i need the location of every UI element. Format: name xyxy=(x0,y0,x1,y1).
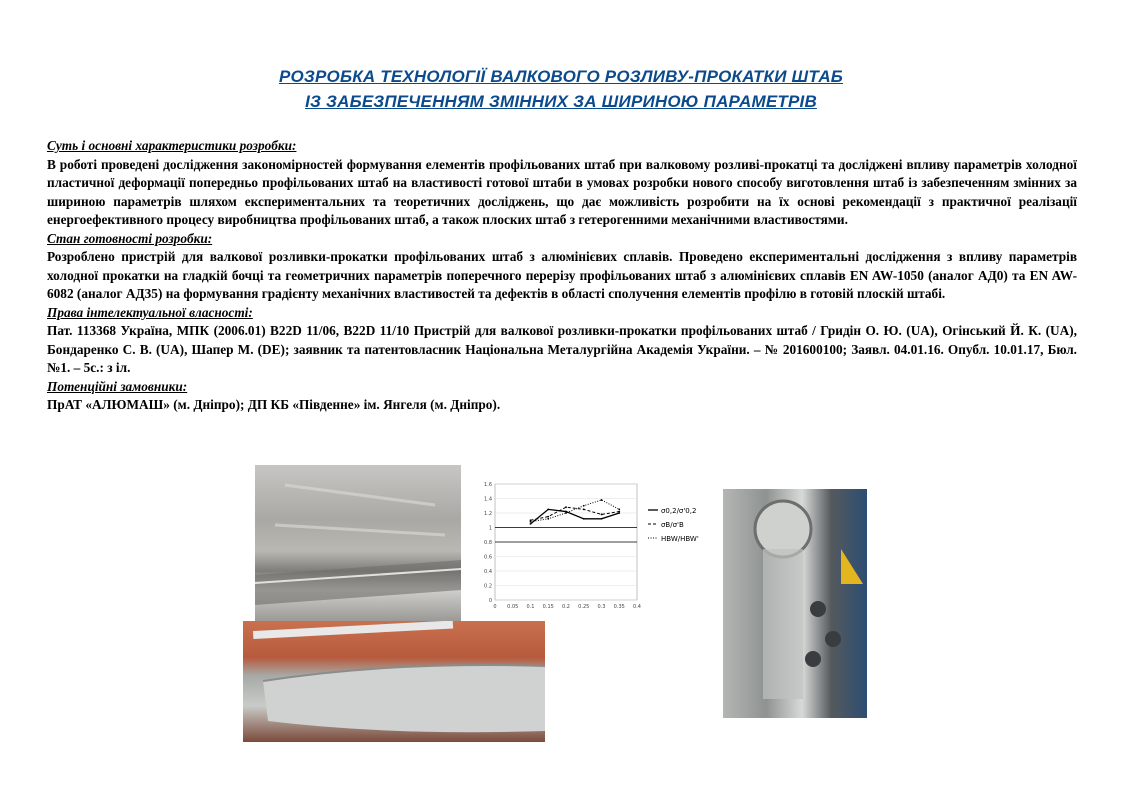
chart-xtick-label: 0 xyxy=(493,604,497,610)
chart-xtick-label: 0.15 xyxy=(542,604,554,610)
chart-xtick-label: 0.05 xyxy=(507,604,519,610)
chart-point xyxy=(618,511,620,513)
section-heading-readiness: Стан готовності розробки: xyxy=(47,230,213,246)
chart-legend-label: HBW/HBW' xyxy=(661,535,699,543)
section-heading-ip-rights: Права інтелектуальної власності: xyxy=(47,304,253,320)
chart-point xyxy=(601,499,603,501)
chart-ytick-label: 1.6 xyxy=(484,482,492,488)
chart-point xyxy=(547,508,549,510)
photo-flat-strip-with-ruler xyxy=(243,621,545,742)
chart-ytick-label: 1.2 xyxy=(484,511,492,517)
chart-point xyxy=(530,523,532,525)
photo-rolling-device xyxy=(723,489,867,718)
title-line-1: РОЗРОБКА ТЕХНОЛОГІЇ ВАЛКОВОГО РОЗЛИВУ-ПРОКАТКИ ШТАБ xyxy=(278,67,844,86)
chart-point xyxy=(565,506,567,508)
chart-point xyxy=(565,512,567,514)
chart-xtick-label: 0.25 xyxy=(578,604,590,610)
section-heading-customers: Потенційні замовники: xyxy=(47,378,188,394)
photo-profiled-strip-edge xyxy=(255,465,461,621)
chart-xtick-label: 0.2 xyxy=(562,604,570,610)
title-line-2: ІЗ ЗАБЕЗПЕЧЕННЯМ ЗМІННИХ ЗА ШИРИНОЮ ПАРАМЕТРІВ xyxy=(305,92,817,111)
chart-ytick-label: 0.8 xyxy=(484,540,492,546)
section-heading-essence: Суть і основні характеристики розробки: xyxy=(47,138,297,153)
chart-point xyxy=(618,508,620,510)
chart-ytick-label: 0.2 xyxy=(484,583,492,590)
chart-ytick-label: 0.4 xyxy=(484,569,492,575)
chart-point xyxy=(583,518,585,520)
chart-ytick-label: 0.6 xyxy=(484,554,492,561)
chart-point xyxy=(601,518,603,520)
chart-point xyxy=(530,521,532,523)
page-title xyxy=(0,64,1122,114)
document-body xyxy=(47,137,1077,415)
chart-xtick-label: 0.3 xyxy=(597,604,606,610)
chart-point xyxy=(547,518,549,520)
chart-point xyxy=(547,516,549,518)
properties-ratio-chart xyxy=(465,478,715,614)
chart-legend-label: σB/σ'B xyxy=(661,521,684,529)
chart-legend-label: σ0,2/σ'0,2 xyxy=(661,507,697,515)
section-body-customers: ПрАТ «АЛЮМАШ» (м. Дніпро); ДП КБ «Південне» ім. Янгеля (м. Дніпро). xyxy=(47,397,501,412)
chart-xtick-label: 0.1 xyxy=(526,604,535,610)
section-body-readiness: Розроблено пристрій для валкової розливки-прокатки профільованих штаб з алюмінієвих сплавів. Проведено експериментальні дослідження з впливу параметрів холодної прокатки на гладкій бочці та геометричних параметрів поперечного перерізу профільованих штаб з алюмінієвих сплавів EN AW-1050 (аналог АД0) та EN AW-6082 (аналог АД35) на формування градієнту механічних властивостей та дефектів в області сполучення елементів профілю в готовій плоскій штабі. xyxy=(47,249,1077,301)
chart-point xyxy=(583,508,585,510)
section-body-essence: В роботі проведені дослідження закономірностей формування елементів профільованих штаб при валковому розливі-прокатці та досліджені впливу параметрів холодної пластичної деформації попередньо профільованих штаб на властивості готової штаби в умовах розробки нового способу виготовлення штаб із забезпеченням змінних за шириною параметрів шляхом експериментальних та теоретичних досліджень, що дає можливість розробити на їх основі рекомендації з практичної реалізації енергоефективного процесу виробництва профільованих штаб, а також плоских штаб з гетерогенними механічними властивостями. xyxy=(47,156,1077,227)
chart-xtick-label: 0.4 xyxy=(633,604,641,610)
section-body-ip-rights: Пат. 113368 Україна, МПК (2006.01) B22D 11/06, B22D 11/10 Пристрій для валкової розливки-прокатки профільованих штаб / Гридін О. Ю. (UA), Огінський Й. К. (UA), Бондаренко С. В. (UA), Шапер М. (DE); заявник та патентовласник Національна Металургійна Академія України. – № 201600100; Заявл. 04.01.16. Опубл. 10.01.17, Бюл. №1. – 5с.: з іл. xyxy=(47,323,1077,375)
chart-point xyxy=(583,505,585,507)
chart-ytick-label: 0 xyxy=(488,598,492,604)
chart-point xyxy=(601,514,603,516)
chart-ytick-label: 1.4 xyxy=(484,496,492,503)
chart-xtick-label: 0.35 xyxy=(613,604,625,610)
chart-svg xyxy=(465,478,715,614)
chart-ytick-label: 1 xyxy=(488,525,492,532)
